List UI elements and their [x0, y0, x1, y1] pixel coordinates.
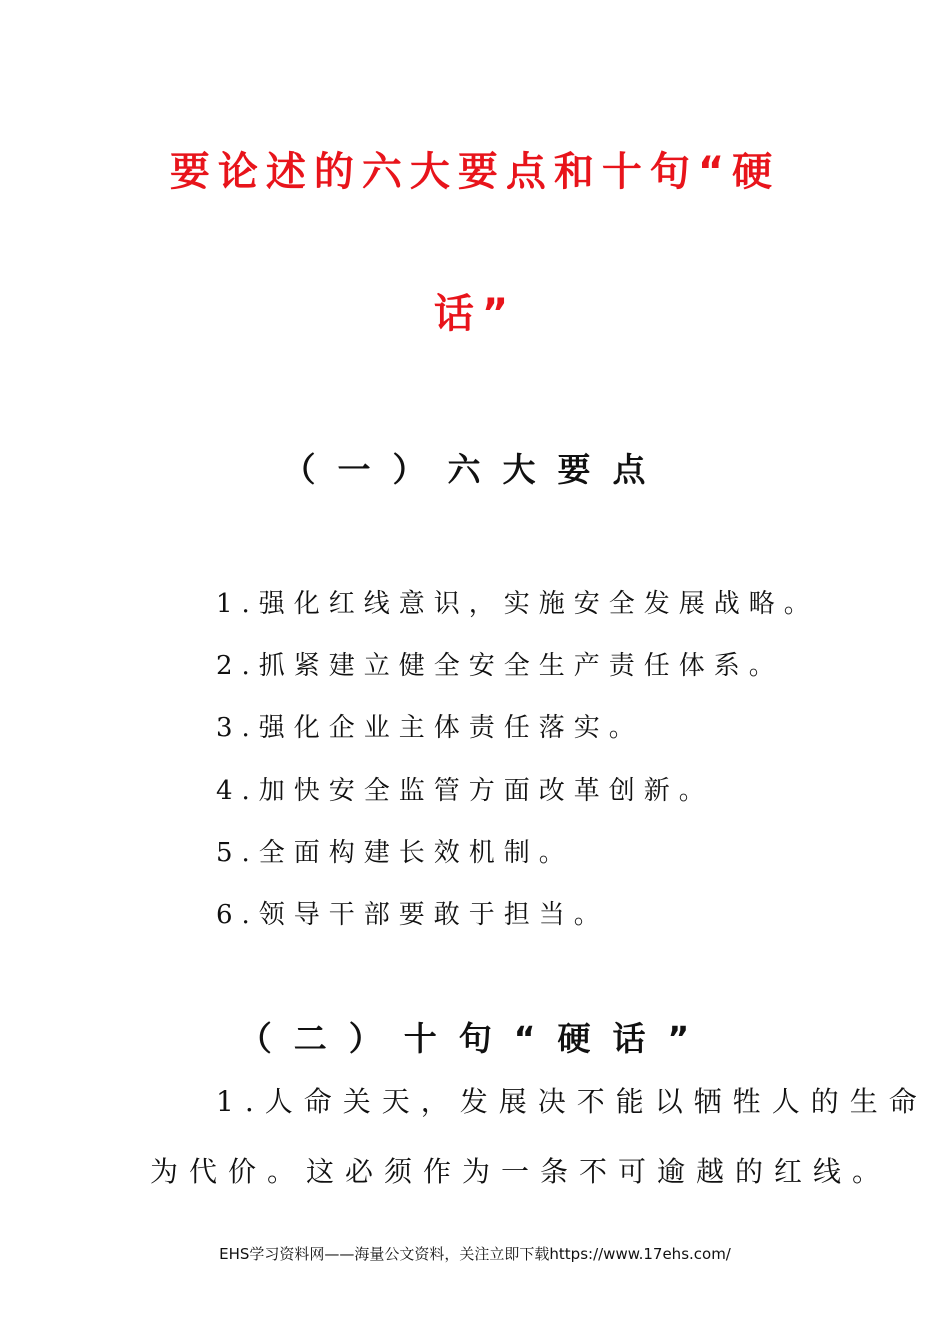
footer-source-note: EHS学习资料网——海量公文资料，关注立即下载https://www.17ehs.com/ — [219, 1245, 731, 1263]
point-item-5: 5.全面构建长效机制。 — [216, 838, 574, 868]
paragraph-1-line-1: 1.人命关天，发展决不能以牺牲人的生命 — [216, 1085, 928, 1118]
section-heading-six-points: （一）六大要点 — [282, 450, 668, 489]
point-item-3: 3.强化企业主体责任落实。 — [216, 713, 644, 743]
point-item-2: 2.抓紧建立健全安全生产责任体系。 — [216, 651, 784, 681]
document-title-line-2: 话” — [433, 291, 517, 337]
section-heading-ten-hard-words: （二）十句“硬话” — [238, 1019, 712, 1058]
point-item-4: 4.加快安全监管方面改革创新。 — [216, 776, 714, 806]
paragraph-1-line-2: 为代价。这必须作为一条不可逾越的红线。 — [150, 1155, 892, 1188]
point-item-6: 6.领导干部要敢于担当。 — [216, 900, 609, 930]
point-item-1: 1.强化红线意识，实施安全发展战略。 — [216, 589, 819, 619]
document-title-line-1: 要论述的六大要点和十句“硬 — [169, 149, 781, 195]
